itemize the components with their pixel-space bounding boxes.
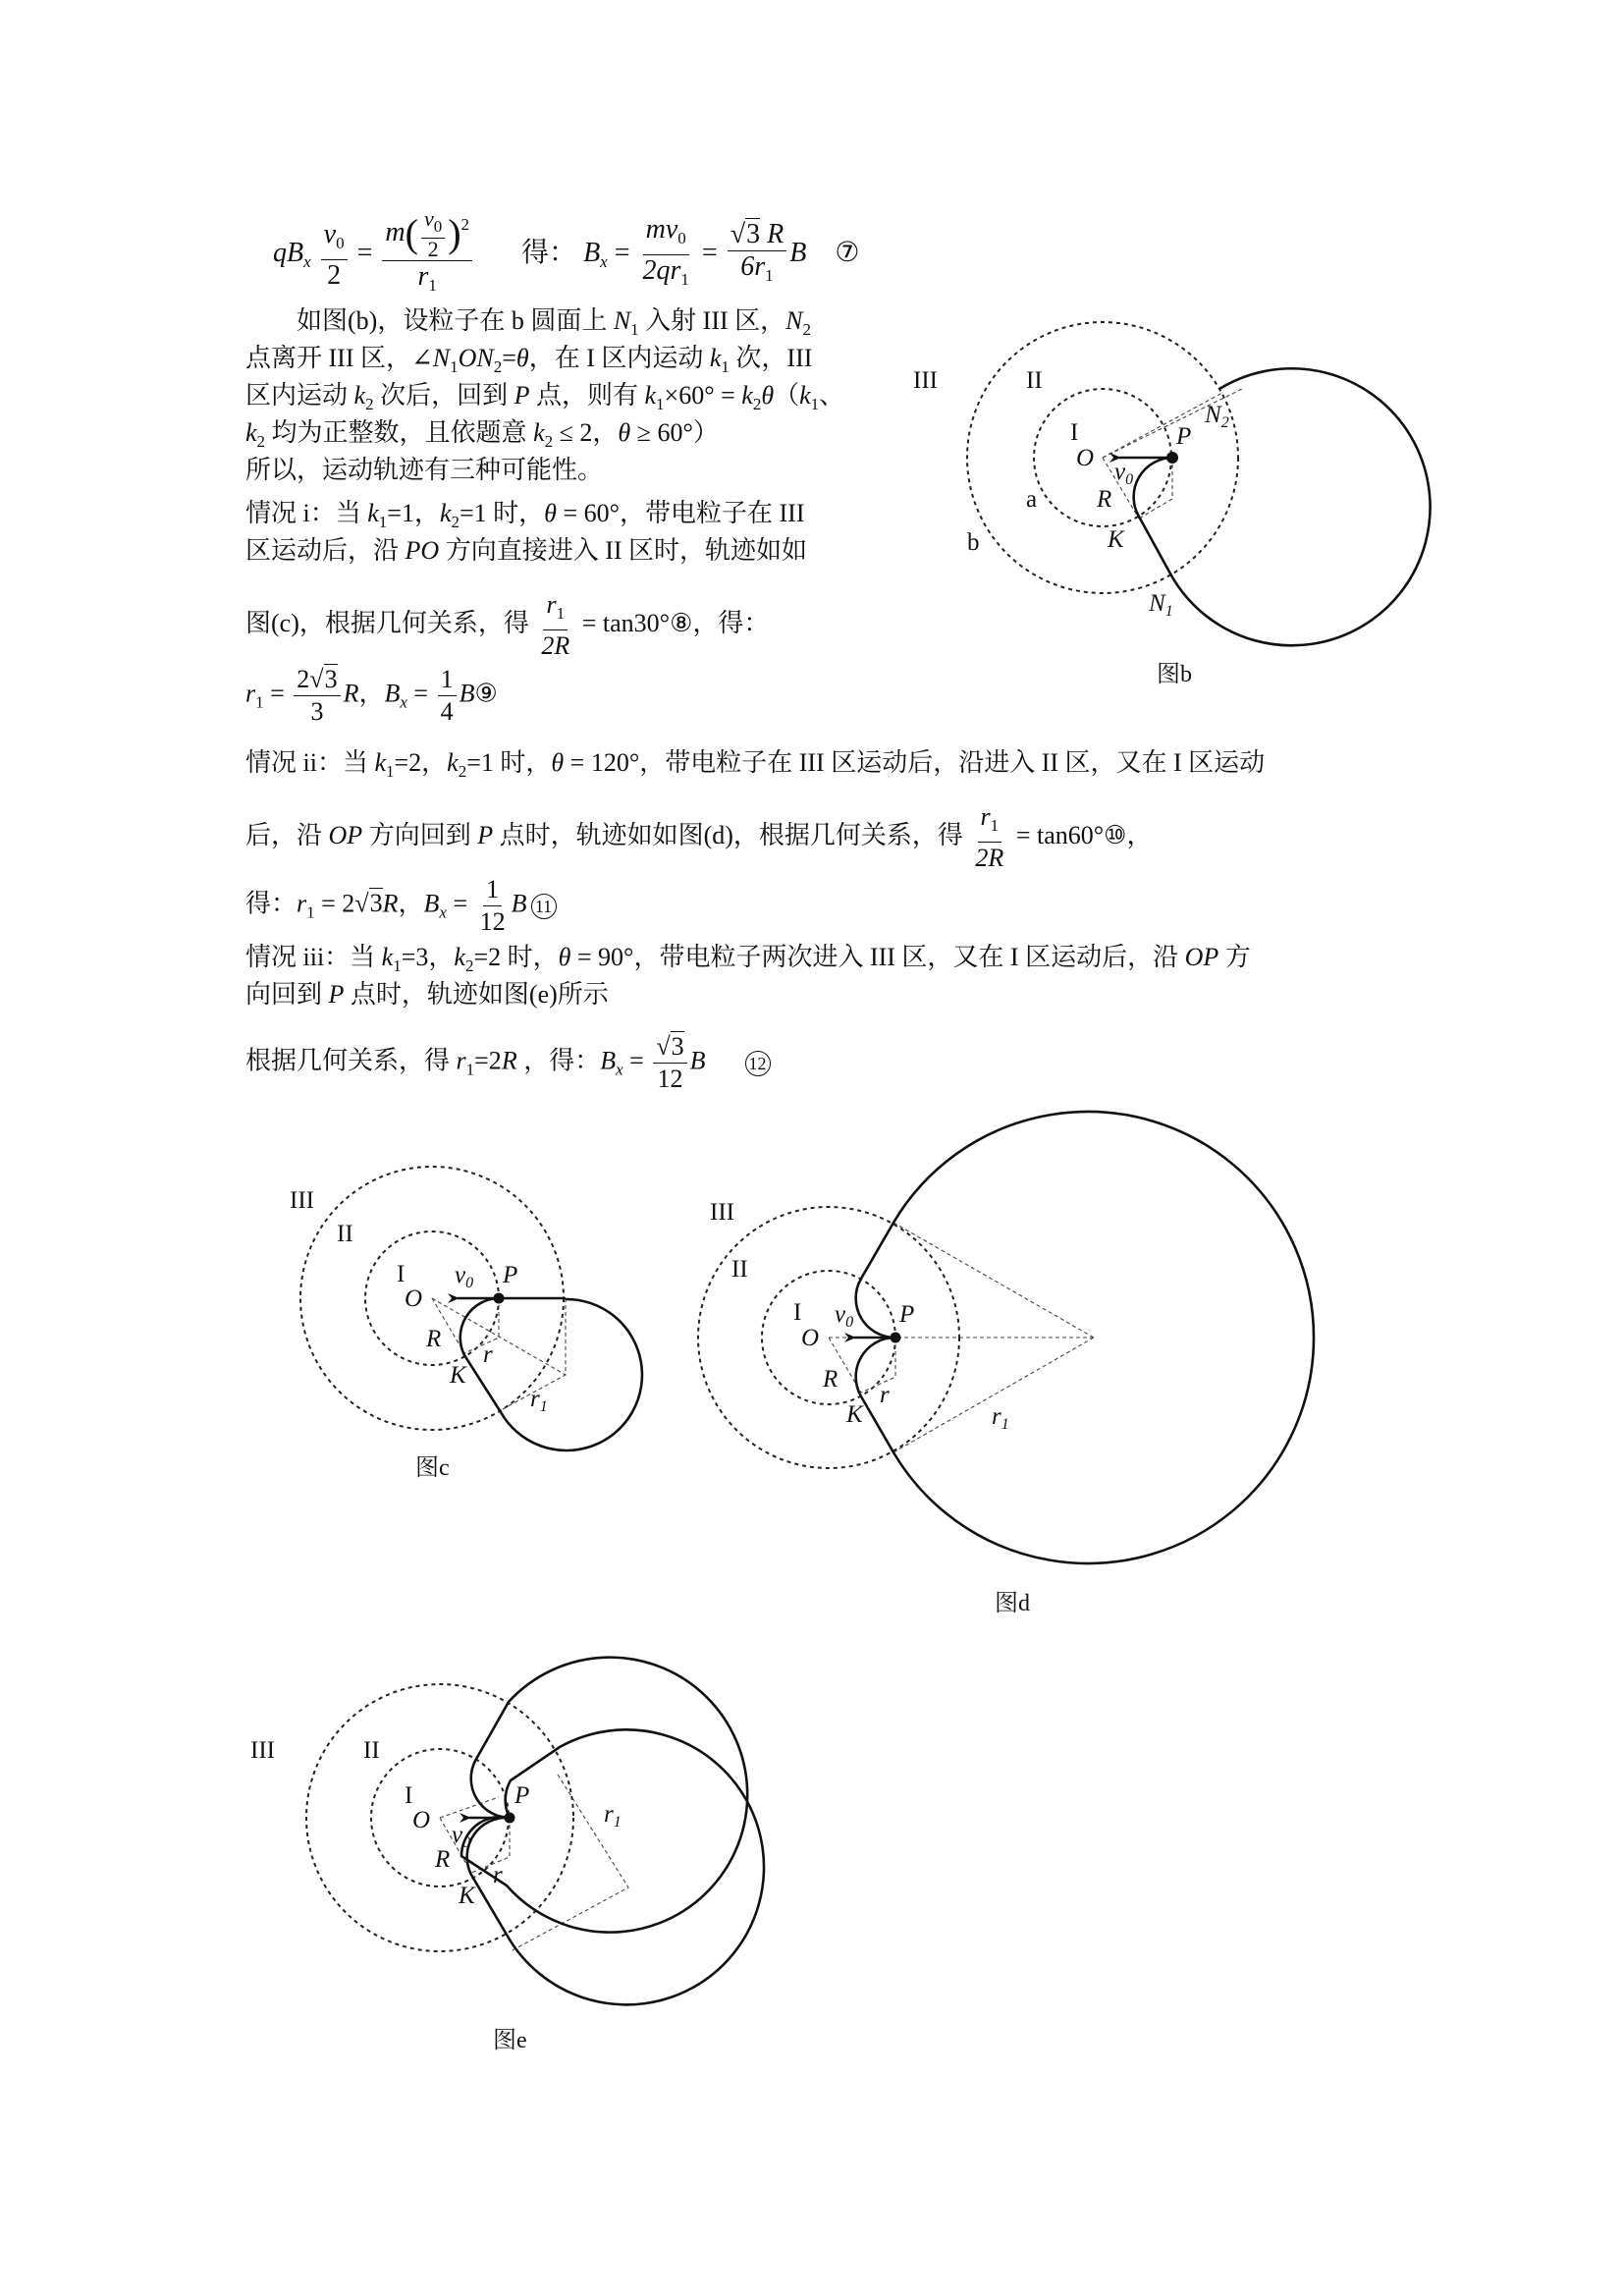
point-K-label: K: [846, 1401, 863, 1428]
math: k: [245, 418, 257, 447]
eq-symbol: r: [417, 261, 429, 292]
figure-b: [913, 322, 1431, 687]
equation-number: ⑩: [1104, 820, 1127, 849]
math: 3: [671, 1032, 684, 1061]
math-sub: 2: [256, 432, 266, 451]
text: =: [502, 344, 516, 372]
equation-number: 11: [531, 894, 557, 919]
v0-label: $v_0$: [452, 1822, 471, 1851]
text: 区内运动: [245, 381, 354, 410]
eq-symbol: 3: [746, 218, 761, 249]
math-sub: 1: [810, 395, 820, 413]
equation-7: $qB_x$ $\frac{v_0}{2}$ = m( $\frac{v_0}{2}$ )$^2$ $r_1$ 得： $B_x$ = $\frac{mv_0}{2qr_1}$ = $\frac{√3 R}{6r_1}$ B ⑦: [273, 208, 859, 301]
math-sub: 1: [306, 902, 315, 922]
construction-line: [440, 1797, 499, 1818]
text: 得：: [245, 889, 298, 918]
region-III-label: III: [710, 1199, 734, 1226]
math: PO: [405, 536, 440, 565]
math-sub: 1: [393, 957, 402, 975]
math: θ: [618, 418, 631, 447]
text: ≤ 2，: [553, 418, 619, 447]
math: k: [709, 344, 722, 372]
math: k: [741, 381, 753, 410]
N2-label: $N_2$: [1205, 402, 1229, 431]
math: 2R: [975, 844, 1004, 872]
math: B: [600, 1046, 617, 1075]
math: ON: [458, 344, 494, 372]
region-I-label: I: [1070, 419, 1079, 446]
text: =: [406, 679, 435, 708]
point-P: [494, 1293, 505, 1304]
r-label: r: [880, 1382, 890, 1408]
construction-line: [464, 1298, 499, 1353]
eq-symbol: q: [273, 237, 287, 268]
math-sub: 2: [544, 432, 554, 451]
text: 如图(b)，设粒子在 b 圆面上: [297, 306, 614, 335]
math-sub: 2: [458, 762, 467, 781]
eq-symbol: mv: [645, 214, 678, 245]
math: R: [343, 679, 359, 708]
trajectory-lower: [467, 1729, 764, 2004]
text: 方向回到: [362, 820, 478, 849]
r1-label: $r_1$: [992, 1403, 1009, 1433]
circle-a-label: a: [1026, 486, 1038, 513]
eq-superscript: 2: [460, 214, 470, 234]
r1-label: $r_1$: [604, 1801, 622, 1831]
construction-line: [1139, 458, 1172, 519]
v0-label: $v_0$: [1114, 459, 1134, 488]
text: =1 时，: [466, 748, 552, 777]
math: 2R: [541, 631, 570, 660]
math: r: [245, 679, 256, 708]
math-sub: 2: [802, 320, 811, 339]
R-label: R: [823, 1366, 839, 1393]
math: r: [546, 590, 557, 619]
construction-line: [893, 1223, 1094, 1338]
math: N: [613, 306, 631, 335]
text: 点时，轨迹如图(e)所示: [344, 980, 609, 1009]
eq-symbol: 2qr: [642, 255, 681, 286]
math: N: [785, 306, 803, 335]
equation-number: ⑦: [835, 237, 860, 268]
math: OP: [1184, 943, 1219, 971]
math: k: [381, 943, 394, 971]
N1-label: $N_1$: [1149, 590, 1173, 620]
eq-text: 得：: [521, 237, 577, 268]
text: 区运动后，沿: [245, 536, 406, 565]
text: =2，: [394, 748, 448, 777]
equation-number: 12: [745, 1051, 771, 1076]
r1-label: $r_1$: [530, 1386, 548, 1415]
point-P: [891, 1333, 901, 1343]
point-O-label: O: [1076, 445, 1095, 471]
text: ，得：: [692, 608, 770, 637]
point-P-label: P: [1176, 423, 1192, 450]
math: N: [432, 344, 451, 372]
v0-label: $v_0$: [835, 1301, 854, 1331]
text: ，得：: [516, 1046, 601, 1075]
text: ，在 I 区内运动: [528, 344, 710, 372]
math: k: [374, 748, 386, 777]
math: k: [799, 381, 811, 410]
text: =1，: [387, 499, 440, 527]
equation-number: ⑧: [670, 608, 693, 637]
math-sub: 1: [378, 513, 388, 531]
text: 方向直接进入 II 区时，轨迹如如: [439, 536, 808, 565]
text: = 90°，带电粒子两次进入 III 区，又在 I 区运动后，沿: [570, 943, 1185, 971]
math: B: [511, 889, 527, 918]
point-P-label: P: [899, 1301, 915, 1328]
equation-number: ⑨: [474, 679, 498, 708]
math-sub: 1: [656, 395, 665, 413]
para-b-line-5: 所以，运动轨迹有三种可能性。: [245, 456, 604, 484]
eq-symbol: 2: [427, 237, 439, 261]
region-III-label: III: [250, 1737, 275, 1764]
figure-d-caption: 图d: [995, 1591, 1030, 1616]
math-sub: 1: [556, 604, 566, 623]
math-sub: x: [616, 1060, 623, 1079]
text: = 2: [314, 889, 355, 918]
text: =: [263, 679, 292, 708]
text: = tan60°: [1009, 820, 1105, 849]
figure-d: [698, 1112, 1314, 1616]
figure-c: [290, 1167, 642, 1481]
figure-c-caption: 图c: [415, 1455, 450, 1481]
eq-subscript: 0: [677, 229, 686, 247]
region-II-label: II: [337, 1221, 353, 1247]
trajectory: [460, 1298, 642, 1450]
math: 12: [657, 1065, 683, 1093]
text: 情况 ii：当: [245, 748, 375, 777]
fraction: $\frac{√3}{12}$: [653, 1031, 686, 1095]
eq-symbol: 2: [327, 259, 342, 291]
text: 点时，轨迹如如图(d)，根据几何关系，得: [493, 820, 970, 849]
text: 根据几何关系，得: [245, 1046, 457, 1075]
math-sub: x: [439, 902, 447, 922]
math: B: [384, 679, 401, 708]
fraction: m( $\frac{v_0}{2}$ )$^2$ $r_1$: [382, 208, 472, 301]
point-P: [1166, 452, 1178, 464]
text: 情况 i：当: [245, 499, 368, 527]
math: r: [297, 889, 307, 918]
text: 方: [1218, 943, 1251, 971]
text: ，: [358, 679, 385, 708]
math: B: [459, 679, 475, 708]
text: = 60°，带电粒子在 III: [556, 499, 805, 527]
math: k: [533, 418, 545, 447]
eq-subscript: x: [600, 251, 608, 271]
eq-subscript: 1: [680, 270, 689, 289]
text: =1 时，: [460, 499, 545, 527]
circle-b-label: b: [967, 529, 980, 556]
point-K-label: K: [459, 1883, 475, 1909]
text: ≥ 60°）: [630, 418, 719, 447]
eq-symbol: m: [385, 216, 406, 247]
point-P: [505, 1813, 515, 1824]
text: =3，: [401, 943, 455, 971]
region-III-label: III: [290, 1187, 314, 1214]
math-sub: 2: [493, 357, 503, 376]
math: r: [980, 802, 991, 831]
region-III-label: III: [913, 367, 938, 394]
math: B: [423, 889, 440, 918]
text: 入射 III 区，: [638, 306, 786, 335]
math: k: [447, 748, 459, 777]
text: 次，III: [729, 344, 813, 372]
text: =: [446, 889, 474, 918]
math: 3: [369, 889, 383, 918]
fraction: $\frac{√3 R}{6r_1}$: [728, 219, 786, 292]
region-I-label: I: [793, 1299, 802, 1326]
text: 、: [819, 381, 845, 410]
math-sub: 1: [990, 816, 1000, 835]
region-II-label: II: [363, 1737, 380, 1764]
point-O-label: O: [412, 1807, 431, 1833]
text: 后，沿: [245, 820, 329, 849]
r-label: r: [493, 1862, 503, 1888]
math: P: [477, 820, 494, 849]
math: P: [514, 381, 530, 410]
math-sub: 2: [752, 395, 762, 413]
math: θ: [544, 499, 557, 527]
text: 均为正整数，且依题意: [265, 418, 534, 447]
math: k: [454, 943, 465, 971]
math-sub: 1: [465, 1060, 475, 1079]
eq-subscript: 0: [433, 217, 443, 236]
region-I-label: I: [405, 1782, 413, 1809]
R-label: R: [426, 1326, 442, 1352]
text: 点离开 III 区，∠: [245, 344, 433, 372]
eq-symbol: B: [789, 237, 807, 268]
math-sub: 1: [386, 762, 395, 781]
point-K-label: K: [450, 1362, 466, 1389]
text: = 120°，带电粒子在 III 区运动后，沿进入 II 区，又在 I 区运动: [564, 748, 1266, 777]
text: ，: [398, 889, 424, 918]
trajectory: [1134, 368, 1431, 645]
point-O-label: O: [405, 1285, 423, 1312]
math: k: [439, 499, 452, 527]
figure-b-caption: 图b: [1157, 662, 1192, 687]
eq-subscript: 1: [428, 276, 437, 295]
text: =2: [474, 1046, 502, 1075]
math: θ: [761, 381, 775, 410]
eq-subscript: 0: [336, 233, 345, 252]
eq-subscript: x: [303, 251, 311, 271]
math: k: [644, 381, 657, 410]
case-ii-line-3: 得：$r_1 = 2√3R$，$B_x$ = $\frac{1}{12}$ B 11: [245, 874, 557, 938]
math: 2: [297, 665, 310, 693]
eq-symbol: 6r: [740, 250, 766, 282]
fraction: $\frac{2√3}{3}$: [294, 664, 340, 728]
point-P-label: P: [514, 1782, 530, 1809]
math: OP: [328, 820, 363, 849]
math-sub: 1: [721, 357, 730, 376]
text: =: [622, 1046, 651, 1075]
eq-symbol: B: [287, 237, 304, 268]
r-label: r: [483, 1341, 493, 1368]
text: ×60° =: [664, 381, 742, 410]
math-sub: 1: [450, 357, 459, 376]
eq-symbol: R: [767, 218, 784, 249]
math: 4: [440, 697, 454, 726]
text: 向回到: [245, 980, 329, 1009]
v0-label: $v_0$: [455, 1262, 474, 1291]
math: 3: [310, 697, 324, 726]
R-label: R: [435, 1846, 451, 1873]
point-P-label: P: [503, 1262, 518, 1288]
eq-symbol: v: [323, 218, 337, 249]
math-sub: 1: [255, 692, 264, 712]
eq-subscript: 1: [765, 265, 774, 285]
text: （: [774, 381, 800, 410]
text: 次后，回到: [373, 381, 514, 410]
math: R: [382, 889, 399, 918]
construction-line: [861, 1338, 895, 1393]
text: ，: [1126, 820, 1153, 849]
region-I-label: I: [397, 1261, 406, 1287]
math: θ: [551, 748, 565, 777]
math: 3: [324, 665, 338, 693]
math: P: [328, 980, 345, 1009]
math: θ: [558, 943, 571, 971]
eq-symbol: v: [423, 206, 434, 231]
math: 1: [483, 874, 502, 906]
math: 12: [479, 907, 506, 936]
math-sub: 1: [630, 320, 639, 339]
point-K-label: K: [1108, 526, 1124, 553]
R-label: R: [1097, 486, 1112, 513]
math-sub: 2: [451, 513, 460, 531]
math-sub: 2: [365, 395, 374, 413]
text: 点，则有: [529, 381, 645, 410]
math-sub: 2: [464, 957, 474, 975]
math: k: [353, 381, 366, 410]
math: R: [501, 1046, 517, 1075]
math: r: [456, 1046, 466, 1075]
math: θ: [515, 344, 529, 372]
figure-e-caption: 图e: [493, 2028, 527, 2053]
region-II-label: II: [1026, 367, 1043, 394]
text: =2 时，: [473, 943, 559, 971]
eq-symbol: B: [583, 237, 601, 268]
region-II-label: II: [731, 1256, 748, 1283]
text: 图(c)，根据几何关系，得: [245, 608, 536, 637]
trajectory-upper: [461, 1658, 747, 1933]
math: 1: [438, 664, 457, 696]
math: B: [689, 1046, 706, 1075]
math-sub: x: [400, 692, 407, 712]
text: 情况 iii：当: [245, 943, 382, 971]
figure-e: [250, 1658, 764, 2053]
math: k: [367, 499, 379, 527]
point-O-label: O: [801, 1325, 820, 1351]
construction-line: [893, 1338, 1094, 1452]
text: = tan30°: [575, 608, 671, 637]
